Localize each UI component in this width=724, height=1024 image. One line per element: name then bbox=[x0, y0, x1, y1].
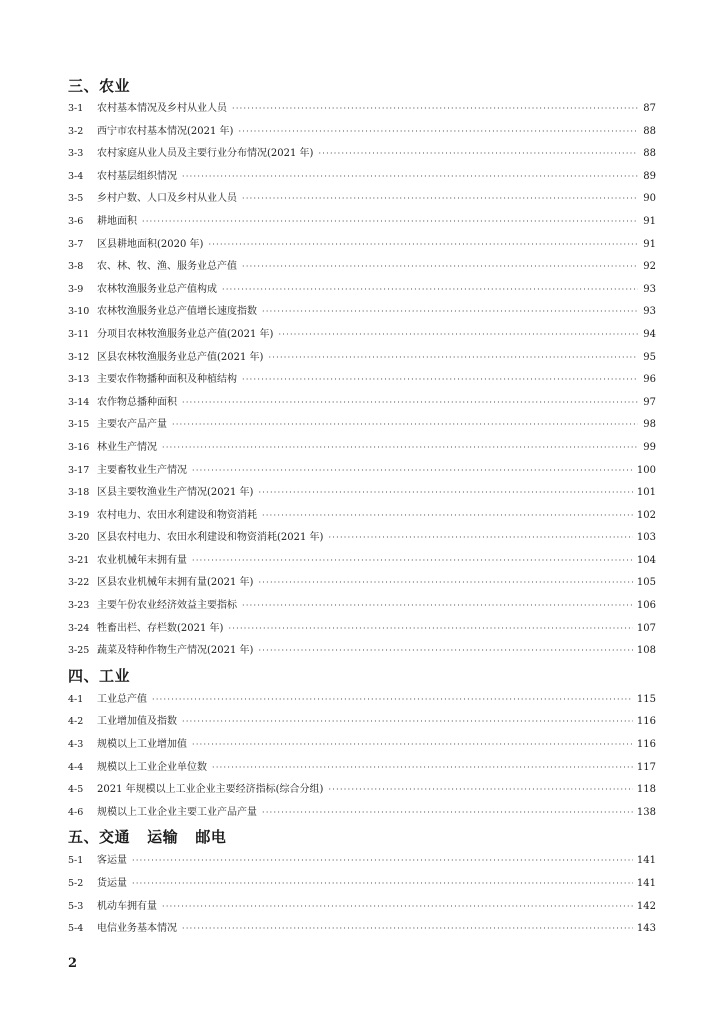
entry-number: 3-18 bbox=[68, 487, 90, 499]
entry-number: 3-16 bbox=[68, 441, 90, 453]
toc-entry[interactable] bbox=[68, 595, 656, 618]
entry-number: 3-1 bbox=[68, 103, 84, 114]
toc-entry[interactable] bbox=[68, 121, 656, 144]
dot-leader bbox=[258, 572, 632, 595]
dot-leader bbox=[262, 505, 633, 528]
entry-page: 99 bbox=[643, 441, 656, 453]
toc-entry[interactable] bbox=[68, 369, 656, 392]
entry-title: 2021 年规模以上工业企业主要经济指标(综合分组) bbox=[97, 784, 324, 796]
toc-entry[interactable] bbox=[68, 918, 656, 941]
entry-page: 102 bbox=[636, 509, 656, 521]
toc-entry[interactable] bbox=[68, 779, 656, 802]
dot-leader bbox=[238, 121, 638, 144]
entry-title: 农村电力、农田水利建设和物资消耗 bbox=[97, 509, 257, 521]
entry-number: 3-4 bbox=[68, 170, 84, 182]
entry-number: 4-2 bbox=[68, 716, 84, 728]
toc-entry[interactable] bbox=[68, 505, 656, 528]
entry-title: 西宁市农村基本情况(2021 年) bbox=[97, 125, 234, 137]
entry-number: 3-3 bbox=[68, 148, 84, 160]
entry-title: 分项目农林牧渔服务业总产值(2021 年) bbox=[97, 328, 274, 340]
entry-page: 107 bbox=[636, 622, 656, 634]
toc-entry[interactable] bbox=[68, 211, 656, 234]
entry-title: 农作物总播种面积 bbox=[97, 396, 177, 408]
dot-leader bbox=[328, 779, 632, 802]
entry-title: 农村家庭从业人员及主要行业分布情况(2021 年) bbox=[97, 148, 314, 160]
dot-leader bbox=[228, 618, 632, 641]
entry-title: 区县农村电力、农田水利建设和物资消耗(2021 年) bbox=[97, 532, 324, 544]
entry-title: 主要农产品产量 bbox=[97, 419, 167, 431]
dot-leader bbox=[192, 460, 633, 483]
entry-page: 95 bbox=[643, 351, 656, 363]
entry-number: 3-21 bbox=[68, 554, 90, 566]
entry-number: 3-6 bbox=[68, 215, 84, 227]
entry-page: 118 bbox=[636, 784, 656, 796]
entry-number: 3-8 bbox=[68, 261, 84, 273]
entry-number: 3-11 bbox=[68, 328, 90, 340]
toc-entry[interactable] bbox=[68, 166, 656, 189]
entry-number: 3-9 bbox=[68, 283, 84, 295]
toc-entry[interactable] bbox=[68, 550, 656, 573]
entry-title: 农林牧渔服务业总产值构成 bbox=[97, 283, 217, 295]
entry-title: 主要午份农业经济效益主要指标 bbox=[97, 600, 237, 612]
entry-page: 143 bbox=[636, 923, 656, 935]
dot-leader bbox=[132, 850, 633, 873]
entry-title: 农、林、牧、渔、服务业总产值 bbox=[97, 261, 237, 273]
entry-number: 3-22 bbox=[68, 577, 90, 589]
toc-entry[interactable] bbox=[68, 873, 656, 896]
entry-number: 5-4 bbox=[68, 923, 84, 935]
entry-page: 138 bbox=[636, 806, 656, 818]
entry-title: 林业生产情况 bbox=[97, 441, 157, 453]
dot-leader bbox=[242, 188, 638, 211]
entry-number: 3-12 bbox=[68, 351, 90, 363]
toc-entry[interactable] bbox=[68, 482, 656, 505]
dot-leader bbox=[222, 279, 638, 302]
toc-entry[interactable] bbox=[68, 802, 656, 825]
entry-title: 牲畜出栏、存栏数(2021 年) bbox=[97, 622, 224, 634]
entry-number: 3-13 bbox=[68, 374, 90, 386]
section-heading: 五、交通 运输 邮电 bbox=[68, 828, 227, 847]
entry-number: 4-4 bbox=[68, 761, 84, 773]
entry-title: 耕地面积 bbox=[97, 215, 137, 227]
entry-title: 规模以上工业企业主要工业产品产量 bbox=[97, 806, 257, 818]
dot-leader bbox=[268, 347, 638, 370]
dot-leader bbox=[182, 392, 638, 415]
entry-page: 88 bbox=[643, 148, 656, 160]
toc-section-industry bbox=[68, 663, 656, 825]
toc-entry[interactable] bbox=[68, 757, 656, 780]
dot-leader bbox=[242, 595, 633, 618]
toc-entry[interactable] bbox=[68, 143, 656, 166]
toc-entry[interactable] bbox=[68, 324, 656, 347]
dot-leader bbox=[328, 527, 632, 550]
entry-title: 蔬菜及特种作物生产情况(2021 年) bbox=[97, 645, 254, 657]
dot-leader bbox=[258, 482, 632, 505]
entry-page: 141 bbox=[636, 855, 656, 867]
entry-page: 90 bbox=[643, 193, 656, 205]
entry-page: 108 bbox=[636, 645, 656, 657]
section-heading: 三、农业 bbox=[68, 77, 131, 95]
section-heading: 四、工业 bbox=[68, 666, 131, 685]
entry-title: 规模以上工业增加值 bbox=[97, 739, 187, 751]
toc-entry[interactable] bbox=[68, 734, 656, 757]
entry-number: 3-2 bbox=[68, 125, 84, 137]
entry-page: 142 bbox=[636, 900, 656, 912]
entry-number: 3-17 bbox=[68, 464, 90, 476]
entry-page: 92 bbox=[643, 261, 656, 273]
dot-leader bbox=[208, 234, 638, 257]
dot-leader bbox=[262, 301, 638, 324]
toc-entry[interactable] bbox=[68, 572, 656, 595]
dot-leader bbox=[152, 689, 633, 712]
dot-leader bbox=[182, 918, 633, 941]
entry-number: 3-15 bbox=[68, 419, 90, 431]
entry-title: 规模以上工业企业单位数 bbox=[97, 761, 207, 773]
entry-number: 4-1 bbox=[68, 693, 84, 705]
toc-entry[interactable] bbox=[68, 301, 656, 324]
entry-number: 3-25 bbox=[68, 645, 90, 657]
table-of-contents bbox=[68, 74, 656, 941]
toc-entry[interactable] bbox=[68, 618, 656, 641]
toc-entry[interactable] bbox=[68, 640, 656, 663]
dot-leader bbox=[232, 98, 638, 121]
toc-entry[interactable] bbox=[68, 279, 656, 302]
entry-title: 农林牧渔服务业总产值增长速度指数 bbox=[97, 306, 257, 318]
entry-title: 主要农作物播种面积及种植结构 bbox=[97, 374, 237, 386]
toc-entry[interactable] bbox=[68, 98, 656, 121]
entry-title: 电信业务基本情况 bbox=[97, 923, 177, 935]
entry-page: 116 bbox=[636, 716, 656, 728]
entry-number: 5-1 bbox=[68, 855, 84, 867]
toc-section-transport bbox=[68, 824, 656, 940]
entry-number: 3-20 bbox=[68, 532, 90, 544]
entry-page: 103 bbox=[636, 532, 656, 544]
entry-page: 91 bbox=[643, 215, 656, 227]
entry-number: 3-5 bbox=[68, 193, 84, 205]
toc-entry[interactable] bbox=[68, 414, 656, 437]
toc-section-agriculture bbox=[68, 74, 656, 663]
dot-leader bbox=[212, 757, 633, 780]
entry-title: 区县主要牧渔业生产情况(2021 年) bbox=[97, 487, 254, 499]
entry-page: 91 bbox=[643, 238, 656, 250]
entry-page: 115 bbox=[636, 693, 656, 705]
dot-leader bbox=[258, 640, 632, 663]
entry-number: 3-19 bbox=[68, 509, 90, 521]
entry-title: 机动车拥有量 bbox=[97, 900, 157, 912]
entry-title: 客运量 bbox=[97, 855, 127, 867]
toc-entry[interactable] bbox=[68, 256, 656, 279]
entry-title: 货运量 bbox=[97, 878, 127, 889]
entry-title: 乡村户数、人口及乡村从业人员 bbox=[97, 193, 237, 205]
entry-page: 104 bbox=[636, 554, 656, 566]
entry-page: 100 bbox=[636, 464, 656, 476]
toc-entry[interactable] bbox=[68, 896, 656, 919]
dot-leader bbox=[278, 324, 638, 347]
entry-number: 4-5 bbox=[68, 784, 84, 796]
entry-page: 93 bbox=[643, 283, 656, 295]
entry-page: 98 bbox=[643, 419, 656, 431]
dot-leader bbox=[172, 414, 638, 437]
entry-page: 94 bbox=[643, 328, 656, 340]
toc-entry[interactable] bbox=[68, 188, 656, 211]
entry-number: 5-2 bbox=[68, 878, 84, 889]
entry-title: 农村基层组织情况 bbox=[97, 170, 177, 182]
toc-entry[interactable] bbox=[68, 234, 656, 257]
entry-page: 88 bbox=[643, 125, 656, 137]
dot-leader bbox=[192, 734, 633, 757]
toc-entry[interactable] bbox=[68, 460, 656, 483]
entry-number: 3-14 bbox=[68, 396, 90, 408]
dot-leader bbox=[182, 711, 633, 734]
dot-leader bbox=[242, 369, 638, 392]
toc-entry[interactable] bbox=[68, 527, 656, 550]
entry-title: 区县耕地面积(2020 年) bbox=[97, 238, 204, 250]
toc-entry[interactable] bbox=[68, 850, 656, 873]
entry-number: 4-3 bbox=[68, 739, 84, 751]
entry-number: 3-24 bbox=[68, 622, 90, 634]
dot-leader bbox=[242, 256, 638, 279]
entry-page: 101 bbox=[636, 487, 656, 499]
toc-entry[interactable] bbox=[68, 437, 656, 460]
dot-leader bbox=[162, 437, 638, 460]
entry-title: 农村基本情况及乡村从业人员 bbox=[97, 103, 227, 114]
toc-entry[interactable] bbox=[68, 347, 656, 370]
entry-title: 区县农业机械年末拥有量(2021 年) bbox=[97, 577, 254, 589]
dot-leader bbox=[318, 143, 638, 166]
entry-page: 93 bbox=[643, 306, 656, 318]
entry-page: 87 bbox=[643, 103, 656, 114]
dot-leader bbox=[192, 550, 633, 573]
entry-page: 97 bbox=[643, 396, 656, 408]
dot-leader bbox=[262, 802, 633, 825]
entry-page: 89 bbox=[643, 170, 656, 182]
entry-number: 3-10 bbox=[68, 306, 90, 318]
entry-page: 106 bbox=[636, 600, 656, 612]
dot-leader bbox=[162, 896, 633, 919]
entry-page: 105 bbox=[636, 577, 656, 589]
entry-title: 工业增加值及指数 bbox=[97, 716, 177, 728]
entry-page: 96 bbox=[643, 374, 656, 386]
entry-page: 117 bbox=[636, 761, 656, 773]
toc-entry[interactable] bbox=[68, 392, 656, 415]
entry-number: 3-23 bbox=[68, 600, 90, 612]
dot-leader bbox=[182, 166, 638, 189]
dot-leader bbox=[132, 873, 633, 896]
entry-page: 141 bbox=[636, 878, 656, 889]
entry-title: 工业总产值 bbox=[97, 693, 147, 705]
entry-number: 5-3 bbox=[68, 900, 84, 912]
toc-entry[interactable] bbox=[68, 689, 656, 712]
page-number: 2 bbox=[68, 956, 78, 971]
entry-number: 3-7 bbox=[68, 238, 84, 250]
entry-number: 4-6 bbox=[68, 806, 84, 818]
toc-entry[interactable] bbox=[68, 711, 656, 734]
entry-title: 主要畜牧业生产情况 bbox=[97, 464, 187, 476]
entry-page: 116 bbox=[636, 739, 656, 751]
dot-leader bbox=[142, 211, 638, 234]
entry-title: 农业机械年末拥有量 bbox=[97, 554, 187, 566]
entry-title: 区县农林牧渔服务业总产值(2021 年) bbox=[97, 351, 264, 363]
